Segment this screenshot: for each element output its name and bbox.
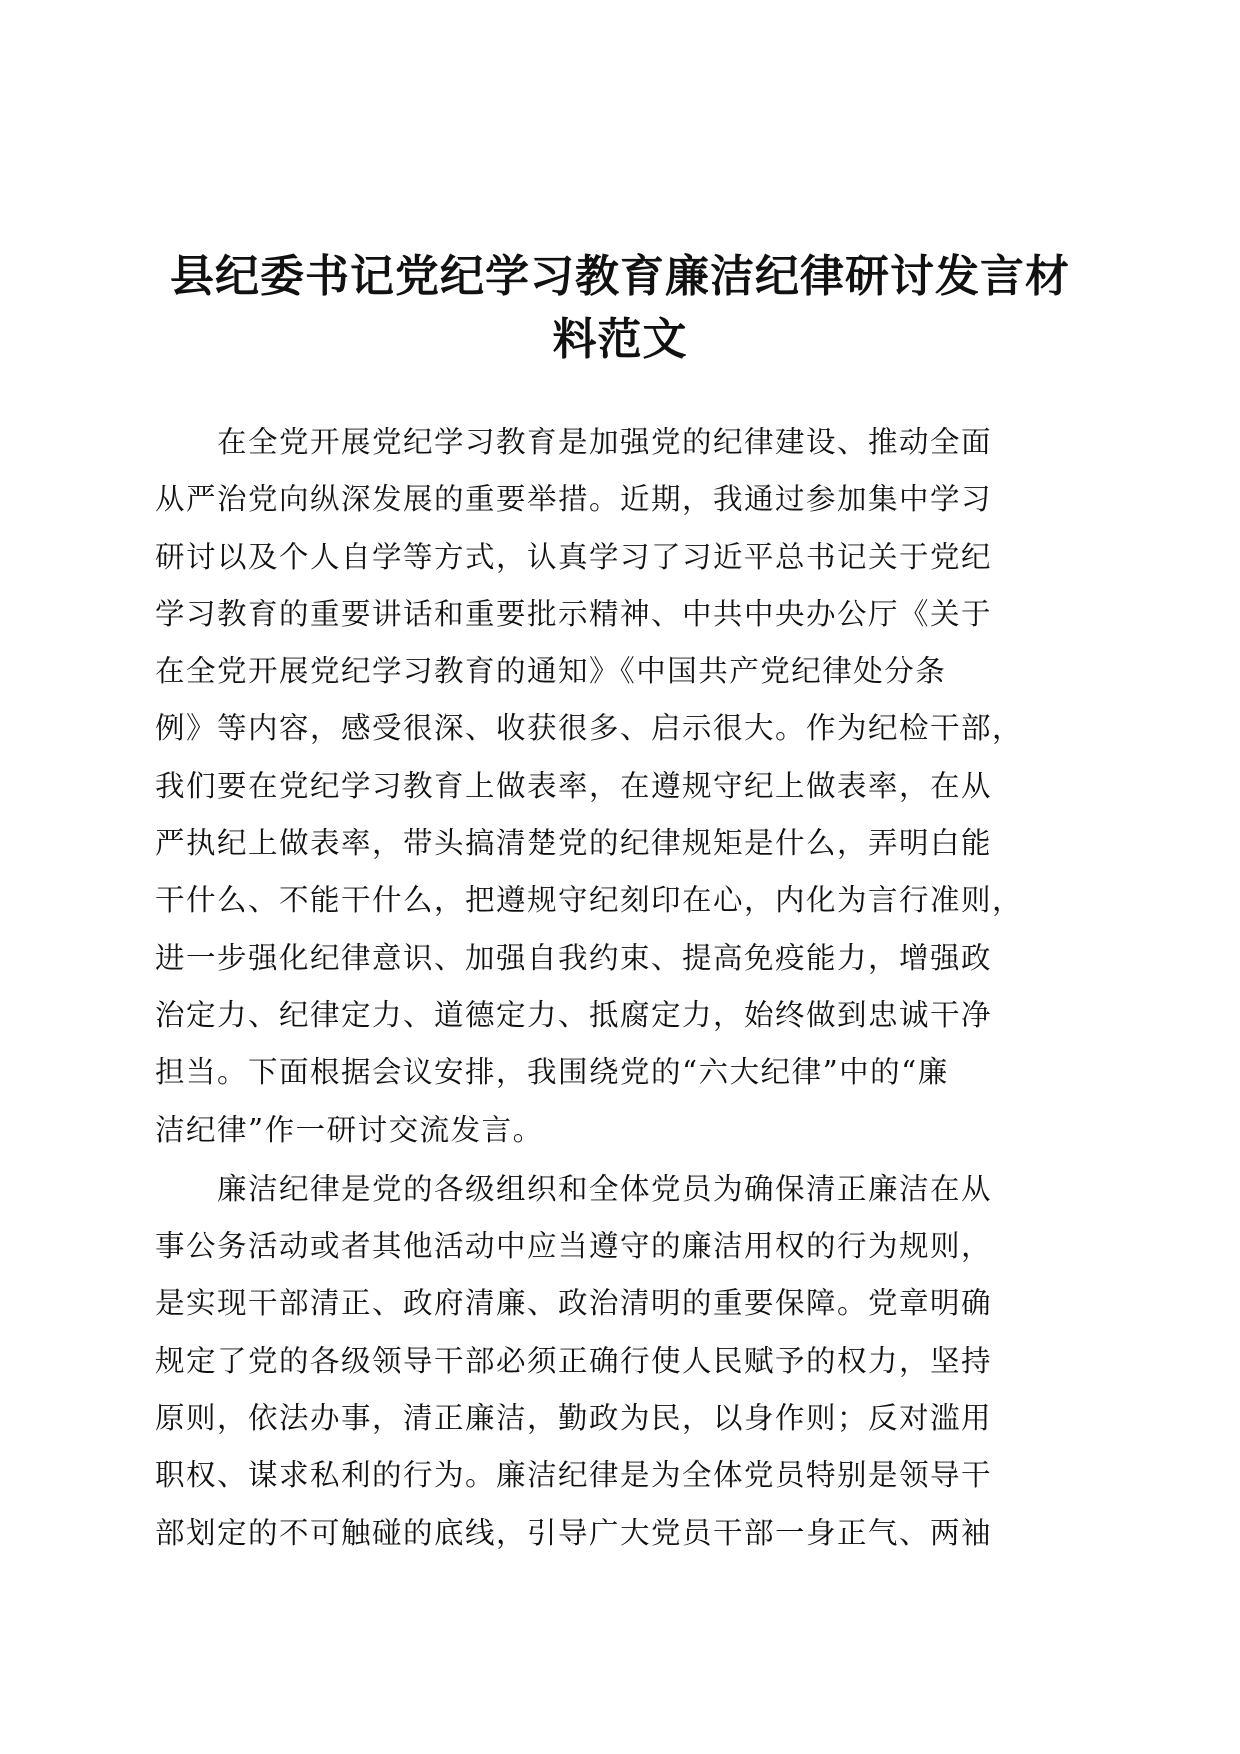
paragraph-line: 我们要在党纪学习教育上做表率，在遵规守纪上做表率，在从 (155, 768, 993, 803)
paragraph-line: 职权、谋求私利的行为。廉洁纪律是为全体党员特别是领导干 (155, 1458, 993, 1493)
paragraph-line: 干什么、不能干什么，把遵规守纪刻印在心，内化为言行准则， (155, 883, 1024, 918)
paragraph-line: 部划定的不可触碰的底线，引导广大党员干部一身正气、两袖 (155, 1515, 993, 1550)
paragraph-line: 原则，依法办事，清正廉洁，勤政为民，以身作则；反对滥用 (155, 1401, 993, 1436)
paragraph-line: 廉洁纪律是党的各级组织和全体党员为确保清正廉洁在从 (217, 1171, 993, 1206)
title-line: 料范文 (552, 314, 688, 365)
title-line: 县纪委书记党纪学习教育廉洁纪律研讨发言材 (170, 251, 1070, 302)
paragraph-line: 担当。下面根据会议安排，我围绕党的“六大纪律”中的“廉 (155, 1055, 949, 1090)
document-body (155, 414, 1060, 1564)
paragraph-line: 学习教育的重要讲话和重要批示精神、中共中央办公厅《关于 (155, 596, 993, 631)
document-title (150, 245, 1090, 371)
paragraph-line: 进一步强化纪律意识、加强自我约束、提高免疫能力，增强政 (155, 940, 993, 975)
paragraph-line: 洁纪律”作一研讨交流发言。 (155, 1112, 544, 1147)
paragraph-line: 从严治党向纵深发展的重要举措。近期，我通过参加集中学习 (155, 482, 993, 517)
paragraph-line: 在全党开展党纪学习教育是加强党的纪律建设、推动全面 (217, 425, 993, 459)
paragraph-line: 治定力、纪律定力、道德定力、抵腐定力，始终做到忠诚干净 (155, 997, 993, 1032)
paragraph-line: 是实现干部清正、政府清廉、政治清明的重要保障。党章明确 (155, 1286, 993, 1321)
paragraph-line: 规定了党的各级领导干部必须正确行使人民赋予的权力，坚持 (155, 1343, 993, 1378)
paragraph-line: 事公务活动或者其他活动中应当遵守的廉洁用权的行为规则， (155, 1229, 993, 1264)
paragraph-1 (155, 414, 1060, 1159)
paragraph-line: 严执纪上做表率，带头搞清楚党的纪律规矩是什么，弄明白能 (155, 826, 993, 861)
paragraph-2 (155, 1161, 1060, 1562)
paragraph-line: 研讨以及个人自学等方式，认真学习了习近平总书记关于党纪 (155, 539, 993, 574)
paragraph-line: 在全党开展党纪学习教育的通知》《中国共产党纪律处分条 (155, 654, 947, 689)
paragraph-line: 例》等内容，感受很深、收获很多、启示很大。作为纪检干部， (155, 711, 1024, 746)
